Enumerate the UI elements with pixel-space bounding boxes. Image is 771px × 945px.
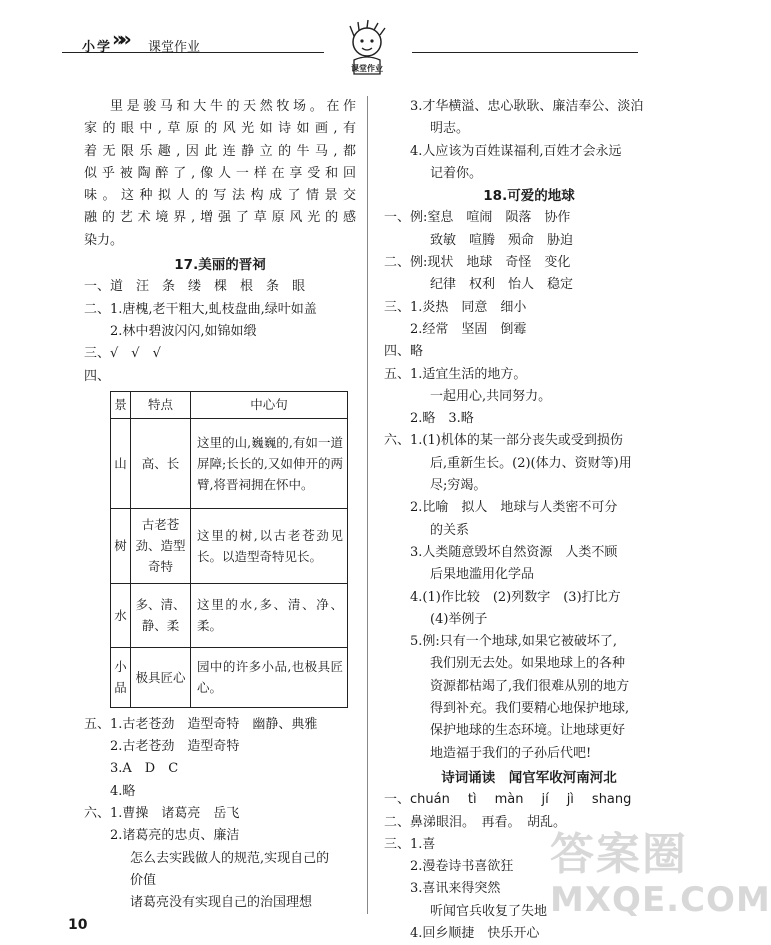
- pinyin-item: tì: [467, 792, 477, 808]
- intro-line: 着无限乐趣,因此连静立的牛马,都: [84, 143, 356, 159]
- answer-line: 后,重新生长。(2)(体力、资财等)用: [430, 455, 632, 471]
- table-cell-sentence: 园中的许多小品,也极具匠心。: [191, 647, 348, 707]
- table-cell-scene: 水: [111, 583, 131, 647]
- answer-line: 尽;穷竭。: [430, 478, 487, 494]
- intro-line: 似乎被陶醉了,像人一样在享受和回: [84, 165, 356, 181]
- answer-line: 一、例:窒息 喧闹 陨落 协作: [384, 210, 571, 226]
- chevron-icon: »»: [112, 27, 126, 51]
- answer-line: 听闻官兵收复了失地: [430, 903, 548, 919]
- table-cell-sentence: 这里的树,以古老苍劲见长。以造型奇特见长。: [191, 508, 348, 583]
- answer-line: 一起用心,共同努力。: [430, 388, 552, 404]
- table-header-row: [111, 391, 348, 418]
- answer-line: 致敏 喧腾 殒命 胁迫: [430, 232, 574, 248]
- header-grade: 小学: [82, 40, 113, 55]
- watermark: [540, 818, 771, 930]
- table-header: 中心句: [191, 391, 348, 418]
- answer-line: 明志。: [430, 121, 470, 137]
- header-rule-left: [62, 52, 324, 53]
- answer-line: 3.人类随意毁坏自然资源 人类不顾: [410, 544, 618, 560]
- table-header: 景: [111, 391, 131, 418]
- answer-line: 五、1.古老苍劲 造型奇特 幽静、典雅: [84, 716, 318, 732]
- answer-line: 2.林中碧波闪闪,如锦如缎: [110, 323, 257, 339]
- answer-line: 我们别无去处。如果地球上的各种: [430, 656, 626, 672]
- table-row: [111, 647, 348, 707]
- header-rule-right: [412, 52, 638, 53]
- answer-line: 怎么去实践做人的规范,实现自己的: [130, 850, 330, 866]
- answer-line: 诸葛亮没有实现自己的治国理想: [130, 895, 313, 911]
- answer-line: 四、: [84, 368, 111, 384]
- answer-line: 2.比喻 拟人 地球与人类密不可分: [410, 500, 618, 516]
- table-cell-scene: 树: [111, 508, 131, 583]
- intro-line: 味。这种拟人的写法构成了情景交: [84, 188, 356, 204]
- scenery-table: [110, 391, 348, 708]
- pinyin-label: 一、: [384, 792, 411, 808]
- answer-line: 价值: [130, 872, 157, 888]
- answer-line: 4.略: [110, 783, 136, 799]
- answer-line: 的关系: [430, 522, 470, 538]
- table-header: 特点: [131, 391, 191, 418]
- section-18-title: 18.可爱的地球: [483, 188, 575, 205]
- table-row: [111, 418, 348, 508]
- table-cell-feature: 高、长: [131, 418, 191, 508]
- answer-line: (4)举例子: [430, 611, 488, 627]
- table-cell-feature: 极具匠心: [131, 647, 191, 707]
- answer-line: 资源都枯竭了,我们很难从别的地方: [430, 678, 630, 694]
- pinyin-item: chuán: [410, 792, 450, 808]
- answer-line: 2.诸葛亮的忠贞、廉洁: [110, 828, 240, 844]
- answer-line: 三、1.喜: [384, 836, 436, 852]
- intro-line: 染力。: [84, 232, 124, 248]
- answer-line: 4.回乡顺捷 快乐开心: [410, 925, 540, 941]
- header-title: 课堂作业: [148, 40, 201, 55]
- pinyin-item: jí: [541, 792, 549, 808]
- intro-line: 里是骏马和大牛的天然牧场。在作: [110, 99, 356, 114]
- table-cell-sentence: 这里的水,多、清、净、柔。: [191, 583, 348, 647]
- table-cell-scene: 小品: [111, 647, 131, 707]
- section-17-title: 17.美丽的晋祠: [174, 257, 266, 274]
- answer-line: 5.例:只有一个地球,如果它被破坏了,: [410, 634, 618, 650]
- answer-line: 五、1.适宜生活的地方。: [384, 366, 527, 382]
- table-cell-scene: 山: [111, 418, 131, 508]
- intro-line: 家的眼中,草原的风光如诗如画,有: [84, 121, 356, 137]
- left-column: [84, 96, 356, 915]
- table-cell-feature: 多、清、静、柔: [131, 583, 191, 647]
- answer-line: 地造福于我们的子孙后代吧!: [430, 745, 592, 761]
- answer-line: 3.喜讯来得突然: [410, 881, 501, 897]
- mascot-label: 课堂作业: [351, 64, 383, 73]
- answer-line: 3.才华横溢、忠心耿耿、廉洁奉公、淡泊: [410, 99, 644, 114]
- answer-line: 一、道 汪 条 缕 棵 根 条 眼: [84, 279, 306, 295]
- answer-line: 2.略 3.略: [410, 411, 474, 427]
- answer-line: 2.经常 坚固 倒霉: [410, 321, 527, 337]
- answer-line: 二、例:现状 地球 奇怪 变化: [384, 255, 571, 271]
- watermark-line: 答案圈: [550, 829, 688, 880]
- answer-line: 记着你。: [430, 165, 483, 181]
- answer-line: 3.A D C: [110, 761, 179, 777]
- answer-line: 四、略: [384, 344, 424, 360]
- answer-line: 得到补充。我们要精心地保护地球,: [430, 701, 630, 717]
- answer-line: 六、1.曹操 诸葛亮 岳飞: [84, 806, 240, 822]
- page-number: 10: [68, 917, 88, 933]
- table-row: [111, 508, 348, 583]
- answer-line: 保护地球的生态环境。让地球更好: [430, 723, 626, 739]
- pinyin-item: jì: [566, 792, 574, 808]
- watermark-url: MXQE.COM: [550, 880, 771, 920]
- answer-line: 六、1.(1)机体的某一部分丧失或受到损伤: [384, 433, 623, 449]
- answer-line: 4.(1)作比较 (2)列数字 (3)打比方: [410, 589, 621, 605]
- answer-line: 二、鼻涕眼泪。 再看。 胡乱。: [384, 814, 567, 830]
- answer-line: 二、1.唐槐,老干粗大,虬枝盘曲,绿叶如盖: [84, 301, 317, 317]
- answer-line: 2.漫卷诗书喜欲狂: [410, 859, 514, 875]
- pinyin-line: [384, 789, 674, 811]
- poem-section-title: 诗词诵读 闻官军收河南河北: [441, 769, 617, 786]
- table-cell-sentence: 这里的山,巍巍的,有如一道屏障;长长的,又如伸开的两臂,将晋祠拥在怀中。: [191, 418, 348, 508]
- answer-line: 4.人应该为百姓谋福利,百姓才会永远: [410, 143, 622, 159]
- pinyin-item: shang: [591, 792, 632, 808]
- column-divider: [367, 96, 368, 914]
- pinyin-item: màn: [494, 792, 524, 808]
- answer-line: 后果地滥用化学品: [430, 567, 535, 583]
- intro-line: 融的艺术境界,增强了草原风光的感: [84, 210, 356, 226]
- table-row: [111, 583, 348, 647]
- answer-line: 纪律 权利 怡人 稳定: [430, 277, 574, 293]
- table-cell-feature: 古老苍劲、造型奇特: [131, 508, 191, 583]
- answer-line: 三、1.炎热 同意 细小: [384, 299, 527, 315]
- answer-line: 三、√ √ √: [84, 346, 161, 362]
- answer-line: 2.古老苍劲 造型奇特: [110, 739, 240, 755]
